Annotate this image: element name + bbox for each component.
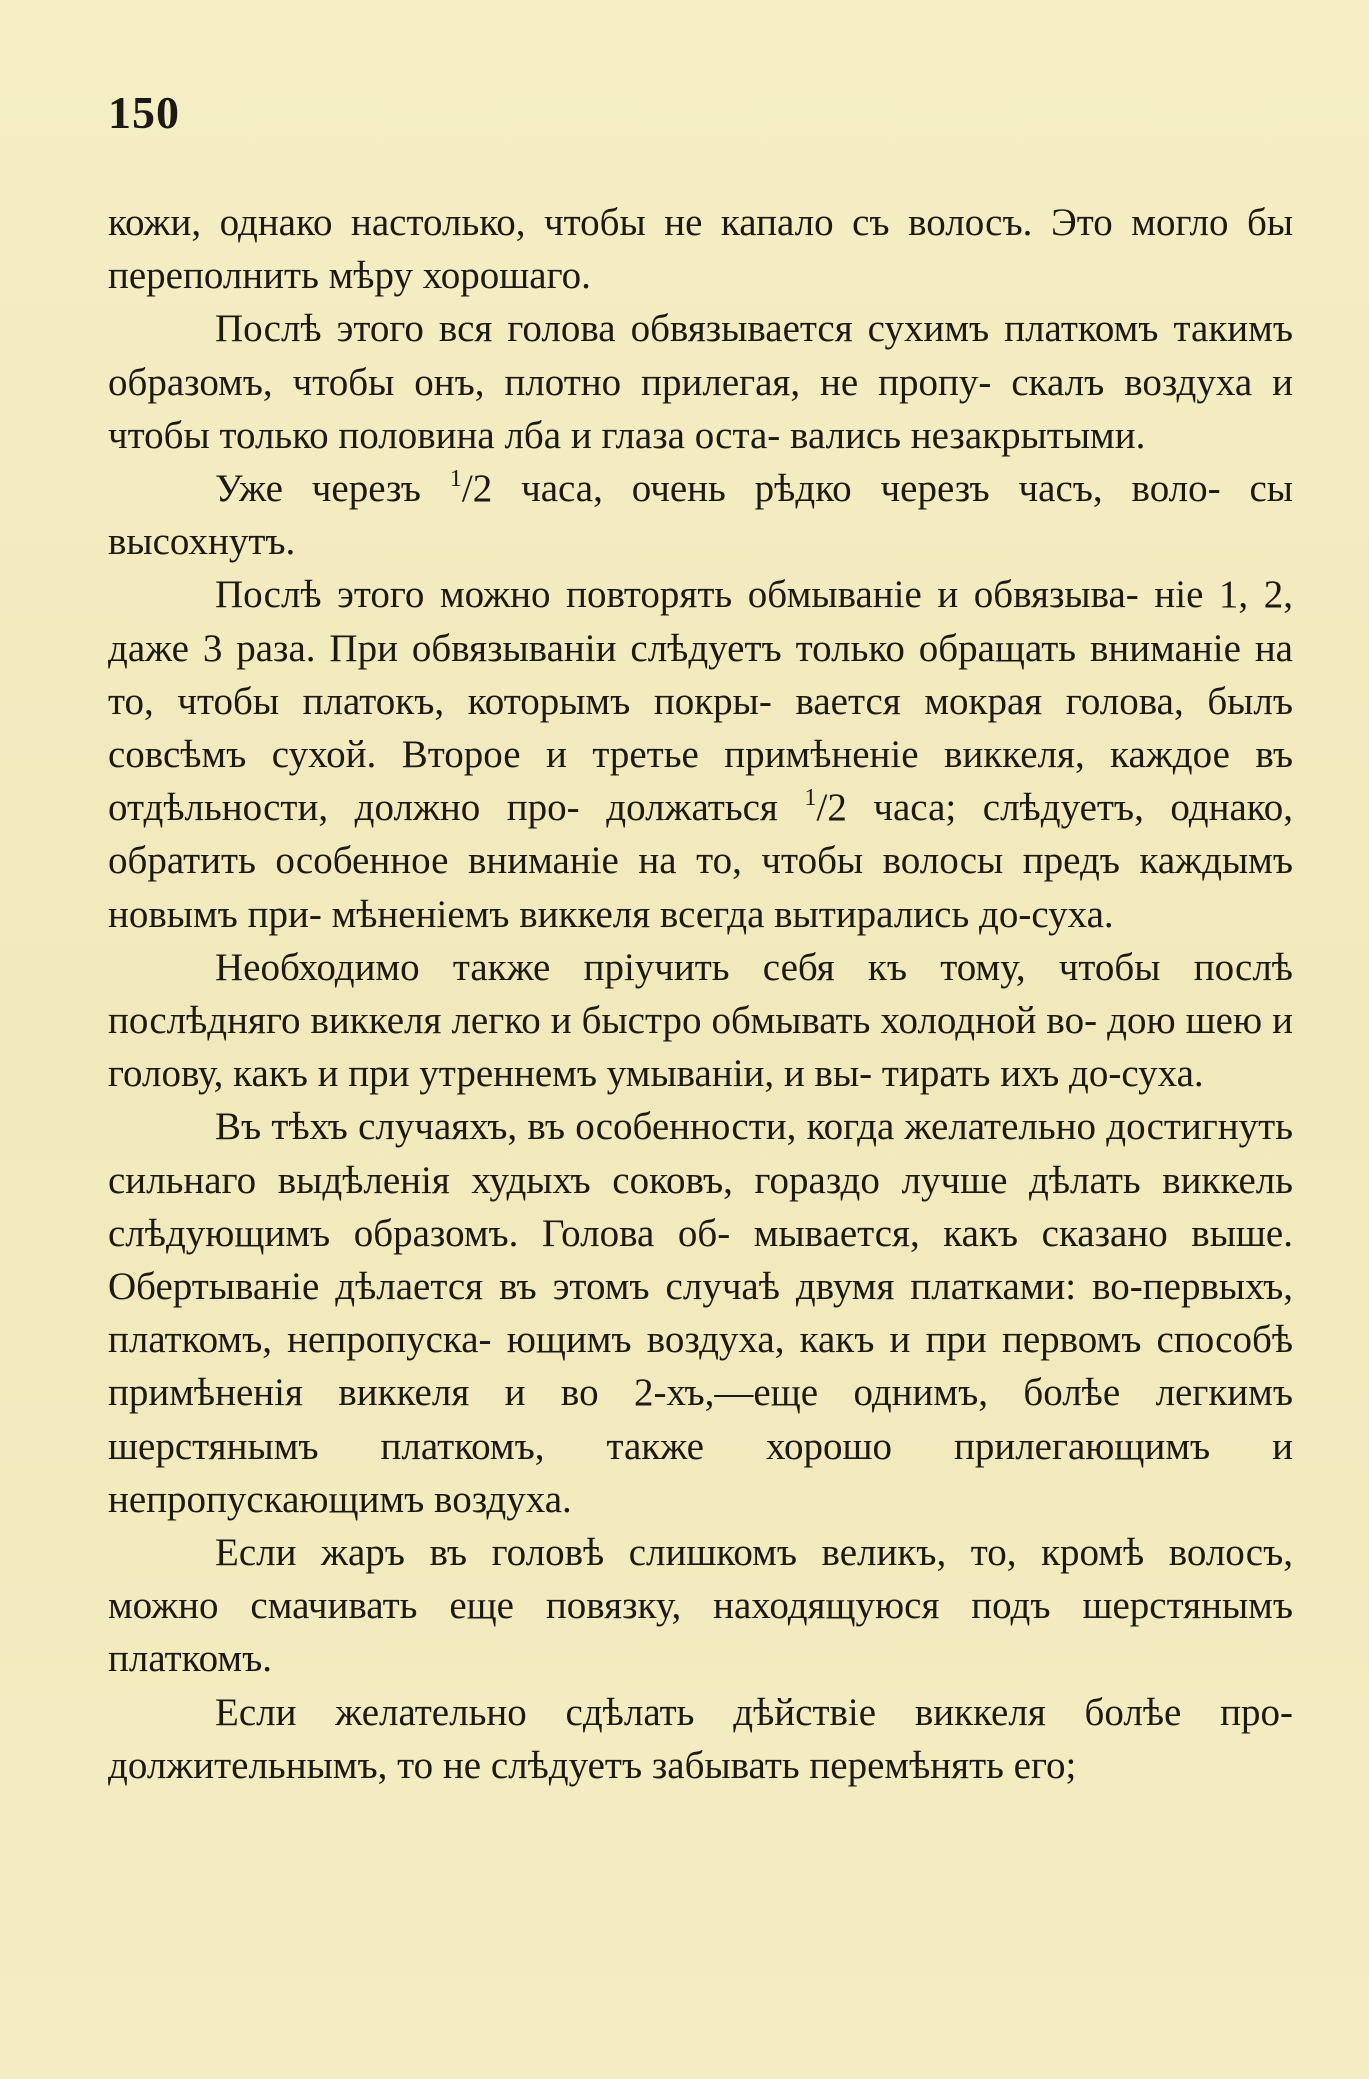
text-line: Послѣ этого вся голова обвязывается сухимъ платкомъ: [215, 307, 1159, 351]
text-line: должаться $^1$/2 часа; слѣдуетъ, однако, обратить особенное: [108, 784, 1294, 883]
text-line: Если жаръ въ головѣ слишкомъ великъ, то, кромѣ: [215, 1531, 1145, 1575]
text-line: Необходимо также пріучить себя къ тому, чтобы послѣ: [215, 945, 1293, 989]
paragraph: [108, 302, 1293, 462]
paragraph: [108, 196, 1293, 302]
text-line: достигнуть сильнаго выдѣленія худыхъ соковъ, гораздо: [108, 1105, 1294, 1202]
text-line: Въ тѣхъ случаяхъ, въ особенности, когда желательно: [215, 1105, 1097, 1149]
text-line: послѣдняго виккеля легко и быстро обмывать холодной во-: [108, 999, 1098, 1043]
text-line: ніе 1, 2, даже 3 раза. При обвязываніи слѣдуетъ только: [108, 573, 1293, 670]
text-line: волосъ, можно смачивать еще повязку, находящуюся подъ: [108, 1531, 1293, 1628]
text-line: обращать вниманіе на то, чтобы платокъ, которымъ покры-: [108, 626, 1293, 723]
text-line: примѣненіе виккеля, каждое въ отдѣльности, должно про-: [108, 733, 1293, 830]
text-line: дою шею и голову, какъ и при утреннемъ умываніи, и вы-: [108, 999, 1294, 1096]
text-line: сы высохнутъ.: [108, 467, 1294, 564]
text-line: шерстянымъ платкомъ.: [108, 1584, 1294, 1681]
body-text: [108, 196, 1293, 1792]
page-number: 150: [108, 87, 180, 138]
text-line: скалъ воздуха и чтобы только половина лба и глаза оста-: [108, 360, 1293, 457]
text-line: виккеля и во 2-хъ,—еще однимъ, болѣе легкимъ шерстянымъ: [108, 1371, 1294, 1468]
text-line: воздуха.: [434, 1477, 572, 1521]
paragraph: [108, 1686, 1293, 1792]
text-line: тирать ихъ до-суха.: [881, 1052, 1204, 1096]
text-line: кожи, однако настолько, чтобы не капало съ волосъ. Это: [108, 201, 1113, 244]
text-line: случаѣ двумя платками: во-первыхъ, платкомъ, непропуска-: [108, 1265, 1293, 1362]
paragraph: [108, 941, 1293, 1101]
text-line: мывается, какъ сказано выше. Обертываніе дѣлается въ этомъ: [108, 1211, 1293, 1309]
paragraph: [108, 1100, 1293, 1526]
text-line: лучше дѣлать виккель слѣдующимъ образомъ. Голова об-: [108, 1158, 1294, 1255]
text-line: такимъ образомъ, чтобы онъ, плотно прилегая, не пропу-: [108, 307, 1293, 404]
paragraph: [108, 568, 1293, 940]
paragraph: [108, 462, 1293, 568]
text-line: Уже черезъ $^1$/2 часа, очень рѣдко черезъ часъ, воло-: [215, 465, 1221, 511]
text-line: Если желательно сдѣлать дѣйствіе виккеля болѣе про-: [215, 1690, 1293, 1734]
text-line: Послѣ этого можно повторять обмываніе и обвязыва-: [215, 573, 1139, 617]
paragraph: [108, 1526, 1293, 1686]
text-line: должительнымъ, то не слѣдуетъ забывать перемѣнять его;: [108, 1743, 1077, 1787]
text-line: вались незакрытыми.: [790, 413, 1146, 457]
text-line: мѣненіемъ виккеля всегда вытирались до-суха.: [331, 892, 1114, 936]
text-line: платкомъ, также хорошо прилегающимъ и непропускающимъ: [108, 1424, 1294, 1521]
text-line: ющимъ воздуха, какъ и при первомъ способѣ примѣненія: [108, 1318, 1294, 1415]
text-line: вается мокрая голова, былъ совсѣмъ сухой. Второе и третье: [108, 679, 1293, 777]
text-line: могло бы переполнить мѣру хорошаго.: [108, 201, 1294, 298]
text-line: вниманіе на то, чтобы волосы предъ каждымъ новымъ при-: [108, 839, 1294, 936]
